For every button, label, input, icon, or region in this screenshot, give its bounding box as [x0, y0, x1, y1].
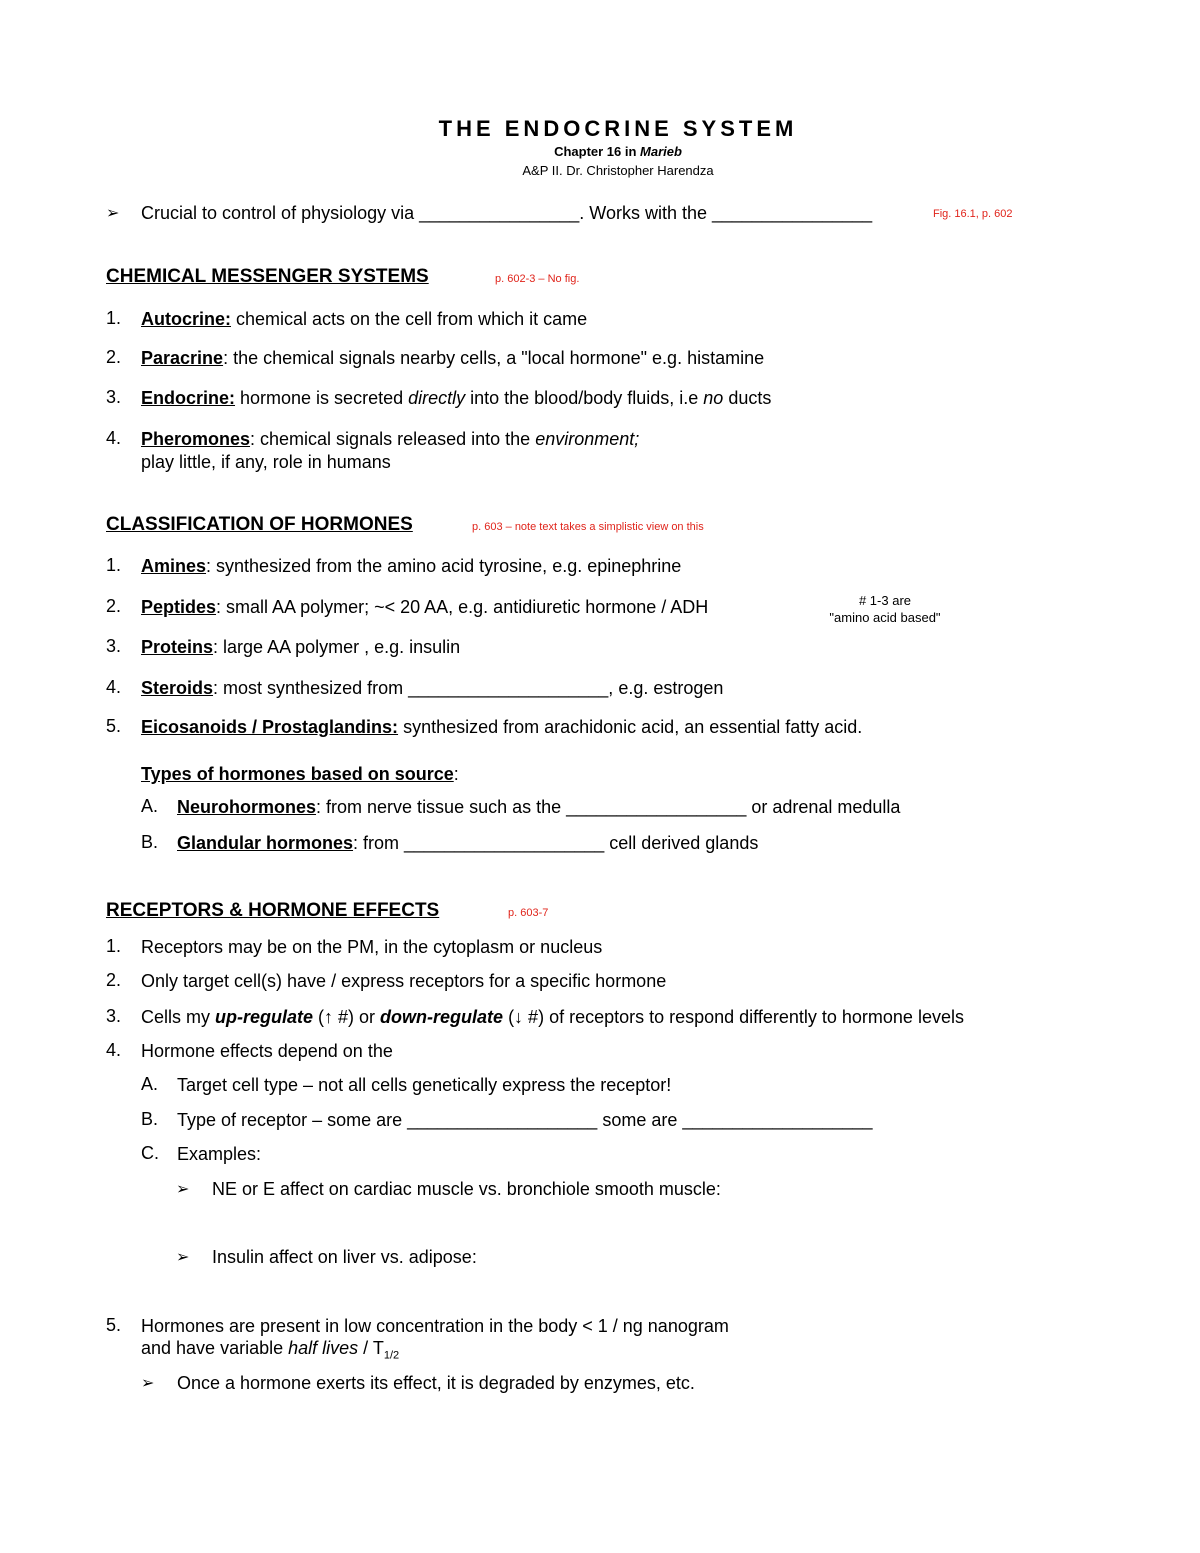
list-item: Paracrine: the chemical signals nearby cells, a "local hormone" e.g. histamine — [141, 348, 765, 368]
example-item: Insulin affect on liver vs. adipose: — [212, 1247, 477, 1267]
chem-note: p. 602-3 – No fig. — [495, 273, 580, 285]
list-number: 1. — [106, 936, 122, 956]
list-item: Cells my up-regulate (↑ #) or down-regulate (↓ #) of receptors to respond differently to hormone levels — [141, 1007, 964, 1027]
chapter-line: Chapter 16 in Marieb — [554, 144, 682, 159]
class-note: p. 603 – note text takes a simplistic view on this — [472, 521, 704, 533]
list-letter: A. — [141, 1074, 159, 1094]
list-number: 3. — [106, 387, 122, 407]
bullet-arrow-icon: ➢ — [106, 205, 120, 222]
list-number: 4. — [106, 1040, 122, 1060]
list-item: Receptors may be on the PM, in the cytoplasm or nucleus — [141, 937, 603, 957]
list-item: Glandular hormones: from ____________________ cell derived glands — [177, 833, 759, 853]
list-item: Hormone effects depend on the — [141, 1041, 393, 1061]
list-letter: A. — [141, 796, 159, 816]
list-item: Steroids: most synthesized from ____________________, e.g. estrogen — [141, 678, 724, 698]
list-number: 4. — [106, 677, 122, 697]
list-item: Peptides: small AA polymer; ~< 20 AA, e.g. antidiuretic hormone / ADH — [141, 597, 709, 617]
list-item: Amines: synthesized from the amino acid tyrosine, e.g. epinephrine — [141, 556, 682, 576]
final-item: Once a hormone exerts its effect, it is degraded by enzymes, etc. — [177, 1373, 695, 1393]
list-item: Type of receptor – some are ___________________ some are ___________________ — [177, 1110, 873, 1130]
list-number: 3. — [106, 1006, 122, 1026]
list-item: Endocrine: hormone is secreted directly into the blood/body fluids, i.e no ducts — [141, 388, 772, 408]
side-note: # 1-3 are — [858, 593, 912, 608]
side-note: "amino acid based" — [829, 610, 941, 625]
course-line: A&P II. Dr. Christopher Harendza — [522, 163, 714, 178]
bullet-arrow-icon: ➢ — [176, 1249, 190, 1266]
list-item: Autocrine: chemical acts on the cell from which it came — [141, 309, 588, 329]
intro-note: Fig. 16.1, p. 602 — [933, 208, 1013, 220]
receptors-heading: RECEPTORS & HORMONE EFFECTS — [106, 900, 440, 921]
receptors-note: p. 603-7 — [508, 907, 549, 919]
list-item: Eicosanoids / Prostaglandins: synthesized from arachidonic acid, an essential fatty acid. — [141, 717, 863, 737]
list-item: Hormones are present in low concentration in the body < 1 / ng nanogram — [141, 1316, 729, 1336]
list-letter: C. — [141, 1143, 159, 1163]
list-item: Only target cell(s) have / express receptors for a specific hormone — [141, 971, 667, 991]
list-item: Target cell type – not all cells genetically express the receptor! — [177, 1075, 672, 1095]
list-item: Neurohormones: from nerve tissue such as the __________________ or adrenal medulla — [177, 797, 901, 817]
bullet-arrow-icon: ➢ — [176, 1181, 190, 1198]
list-number: 5. — [106, 1315, 122, 1335]
list-letter: B. — [141, 832, 159, 852]
bullet-arrow-icon: ➢ — [141, 1375, 155, 1392]
class-heading: CLASSIFICATION OF HORMONES — [106, 514, 413, 535]
list-number: 4. — [106, 428, 122, 448]
page-title: THE ENDOCRINE SYSTEM — [438, 116, 798, 141]
list-number: 3. — [106, 636, 122, 656]
types-heading: Types of hormones based on source: — [141, 764, 459, 784]
list-number: 2. — [106, 596, 122, 616]
list-number: 2. — [106, 347, 122, 367]
list-item: Pheromones: chemical signals released into the environment; — [141, 429, 640, 449]
example-item: NE or E affect on cardiac muscle vs. bronchiole smooth muscle: — [212, 1179, 721, 1199]
list-item: Examples: — [177, 1144, 262, 1164]
intro-text: Crucial to control of physiology via ________________. Works with the ________________ — [141, 203, 873, 223]
list-number: 2. — [106, 970, 122, 990]
list-number: 1. — [106, 555, 122, 575]
list-number: 1. — [106, 308, 122, 328]
chem-heading: CHEMICAL MESSENGER SYSTEMS — [106, 266, 429, 287]
list-item-continuation: and have variable half lives / $T_{1/2}$ — [141, 1338, 400, 1362]
list-item-continuation: play little, if any, role in humans — [141, 452, 391, 472]
list-number: 5. — [106, 716, 122, 736]
list-letter: B. — [141, 1109, 159, 1129]
list-item: Proteins: large AA polymer , e.g. insulin — [141, 637, 461, 657]
